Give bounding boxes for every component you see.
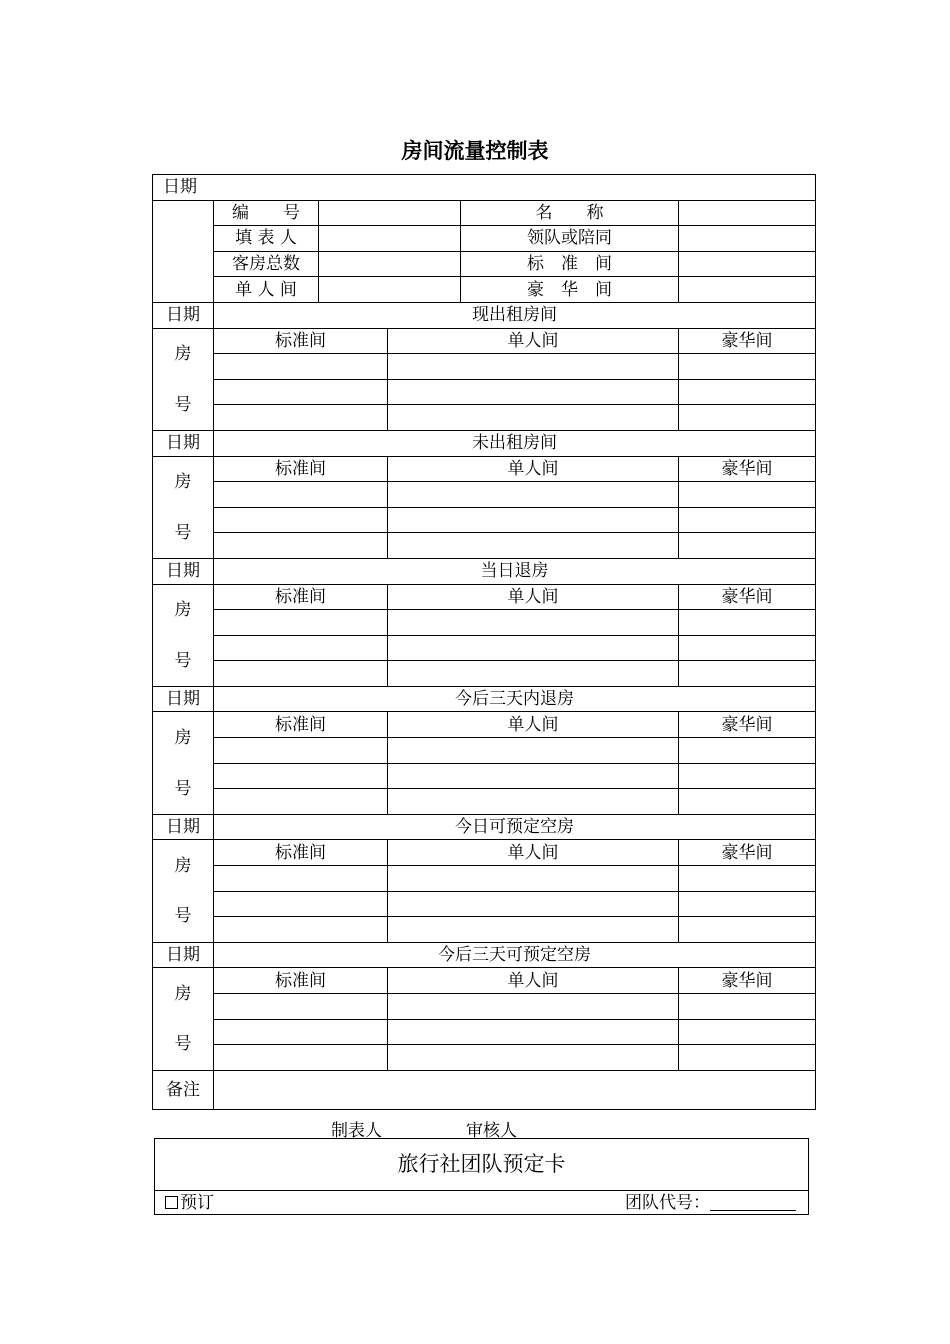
column-deluxe: 豪华间 [679,968,816,994]
room-no-vertical [153,457,213,558]
column-deluxe: 豪华间 [679,328,816,354]
info-label: 领队或陪同 [461,226,679,252]
room-entry-row [153,917,816,943]
room-entry-deluxe[interactable] [679,507,816,533]
column-single: 单人间 [388,712,679,738]
info-blank [153,200,214,302]
room-entry-deluxe[interactable] [679,379,816,405]
room-entry-standard[interactable] [214,866,388,892]
date-label: 日期 [153,175,816,201]
room-entry-standard[interactable] [214,1045,388,1071]
room-entry-single[interactable] [388,405,679,431]
room-entry-standard[interactable] [214,635,388,661]
section-title: 现出租房间 [214,302,816,328]
info-row [153,200,816,226]
room-entry-row [153,1045,816,1071]
room-no-char: 房 [174,983,192,1004]
section-title: 今后三天内退房 [214,686,816,712]
room-no-label [153,968,214,1070]
room-entry-single[interactable] [388,1045,679,1071]
room-entry-deluxe[interactable] [679,482,816,508]
info-label: 标 准 间 [461,251,679,277]
column-standard: 标准间 [214,968,388,994]
room-entry-deluxe[interactable] [679,994,816,1020]
room-entry-row [153,1019,816,1045]
info-value[interactable] [319,226,461,252]
info-value[interactable] [319,200,461,226]
room-entry-standard[interactable] [214,994,388,1020]
room-entry-single[interactable] [388,917,679,943]
section-header-row [153,942,816,968]
room-entry-row [153,738,816,764]
room-entry-deluxe[interactable] [679,738,816,764]
room-entry-standard[interactable] [214,379,388,405]
room-no-label [153,584,214,686]
room-entry-row [153,866,816,892]
room-entry-single[interactable] [388,763,679,789]
column-header-row [153,840,816,866]
column-standard: 标准间 [214,584,388,610]
section-header-row [153,686,816,712]
room-entry-standard[interactable] [214,610,388,636]
date-label: 日期 [153,942,214,968]
maker-label: 制表人 [331,1121,382,1141]
room-entry-single[interactable] [388,610,679,636]
room-entry-single[interactable] [388,379,679,405]
room-no-char: 号 [174,522,192,543]
column-single: 单人间 [388,584,679,610]
room-entry-single[interactable] [388,789,679,815]
room-entry-standard[interactable] [214,354,388,380]
room-entry-row [153,661,816,687]
room-entry-deluxe[interactable] [679,354,816,380]
column-deluxe: 豪华间 [679,840,816,866]
room-no-label [153,328,214,430]
section-header-row [153,814,816,840]
info-label: 填 表 人 [214,226,319,252]
date-label: 日期 [153,814,214,840]
room-entry-row [153,635,816,661]
info-label: 名 称 [461,200,679,226]
group-code [625,1191,796,1215]
reviewer-label: 审核人 [466,1121,517,1141]
room-entry-standard[interactable] [214,661,388,687]
info-value[interactable] [679,277,816,303]
room-entry-standard[interactable] [214,763,388,789]
room-no-label [153,456,214,558]
booking-label: 预订 [180,1193,214,1213]
room-no-vertical [153,329,213,430]
room-entry-deluxe[interactable] [679,610,816,636]
room-entry-single[interactable] [388,354,679,380]
room-no-char: 号 [174,778,192,799]
room-flow-table [152,174,816,1110]
room-entry-row [153,891,816,917]
room-no-label [153,712,214,814]
date-label: 日期 [153,302,214,328]
section-header-row [153,302,816,328]
room-entry-single[interactable] [388,482,679,508]
column-deluxe: 豪华间 [679,456,816,482]
room-entry-row [153,610,816,636]
room-no-char: 房 [174,599,192,620]
room-entry-single[interactable] [388,507,679,533]
group-booking-card [154,1138,809,1215]
room-entry-single[interactable] [388,635,679,661]
room-no-char: 号 [174,1034,192,1055]
room-entry-single[interactable] [388,533,679,559]
info-value[interactable] [679,200,816,226]
room-entry-standard[interactable] [214,533,388,559]
info-value[interactable] [679,251,816,277]
room-entry-row [153,482,816,508]
info-row [153,226,816,252]
room-entry-row [153,994,816,1020]
room-entry-row [153,405,816,431]
room-entry-deluxe[interactable] [679,891,816,917]
room-entry-row [153,354,816,380]
room-no-char: 房 [174,471,192,492]
room-entry-deluxe[interactable] [679,1019,816,1045]
column-header-row [153,712,816,738]
room-entry-row [153,533,816,559]
room-entry-deluxe[interactable] [679,533,816,559]
column-single: 单人间 [388,968,679,994]
section-title: 今后三天可预定空房 [214,942,816,968]
section-title: 当日退房 [214,558,816,584]
info-value[interactable] [679,226,816,252]
date-label: 日期 [153,686,214,712]
section-header-row [153,558,816,584]
room-entry-single[interactable] [388,1019,679,1045]
column-single: 单人间 [388,456,679,482]
room-no-char: 号 [174,906,192,927]
info-label: 单 人 间 [214,277,319,303]
date-label: 日期 [153,430,214,456]
room-entry-single[interactable] [388,738,679,764]
column-standard: 标准间 [214,328,388,354]
column-header-row [153,584,816,610]
room-entry-standard[interactable] [214,891,388,917]
room-entry-deluxe[interactable] [679,405,816,431]
room-entry-row [153,507,816,533]
room-entry-row [153,789,816,815]
info-label: 编 号 [214,200,319,226]
date-label: 日期 [153,558,214,584]
info-value[interactable] [319,251,461,277]
room-entry-deluxe[interactable] [679,635,816,661]
room-no-char: 房 [174,855,192,876]
section-header-row [153,430,816,456]
room-entry-standard[interactable] [214,789,388,815]
room-entry-single[interactable] [388,891,679,917]
room-entry-standard[interactable] [214,738,388,764]
page-title: 房间流量控制表 [401,139,549,163]
room-entry-standard[interactable] [214,405,388,431]
column-header-row [153,456,816,482]
room-entry-single[interactable] [388,866,679,892]
room-entry-standard[interactable] [214,917,388,943]
group-code-label: 团队代号： [625,1193,710,1213]
room-entry-deluxe[interactable] [679,789,816,815]
column-single: 单人间 [388,840,679,866]
room-entry-standard[interactable] [214,1019,388,1045]
column-deluxe: 豪华间 [679,712,816,738]
room-no-vertical [153,840,213,941]
remark-label: 备注 [153,1070,214,1109]
column-header-row [153,328,816,354]
info-row [153,251,816,277]
section-title: 今日可预定空房 [214,814,816,840]
column-single: 单人间 [388,328,679,354]
group-code-field[interactable] [710,1196,796,1211]
remark-value[interactable] [214,1070,816,1109]
room-entry-row [153,379,816,405]
info-row [153,277,816,303]
room-no-char: 号 [174,650,192,671]
room-no-char: 号 [174,394,192,415]
room-entry-standard[interactable] [214,507,388,533]
room-no-vertical [153,585,213,686]
room-no-vertical [153,968,213,1069]
column-header-row [153,968,816,994]
room-entry-standard[interactable] [214,482,388,508]
room-no-label [153,840,214,942]
room-no-char: 房 [174,727,192,748]
room-entry-deluxe[interactable] [679,866,816,892]
room-entry-deluxe[interactable] [679,1045,816,1071]
column-standard: 标准间 [214,840,388,866]
remark-row [153,1070,816,1109]
room-no-char: 房 [174,343,192,364]
room-no-vertical [153,712,213,813]
booking-checkbox[interactable] [165,1196,178,1209]
column-deluxe: 豪华间 [679,584,816,610]
section-title: 未出租房间 [214,430,816,456]
room-entry-deluxe[interactable] [679,917,816,943]
room-entry-single[interactable] [388,994,679,1020]
info-label: 豪 华 间 [461,277,679,303]
card-row [155,1191,808,1215]
column-standard: 标准间 [214,712,388,738]
info-value[interactable] [319,277,461,303]
card-title: 旅行社团队预定卡 [155,1139,808,1191]
info-label: 客房总数 [214,251,319,277]
room-entry-deluxe[interactable] [679,763,816,789]
room-entry-deluxe[interactable] [679,661,816,687]
column-standard: 标准间 [214,456,388,482]
room-entry-row [153,763,816,789]
date-row [153,175,816,201]
room-entry-single[interactable] [388,661,679,687]
